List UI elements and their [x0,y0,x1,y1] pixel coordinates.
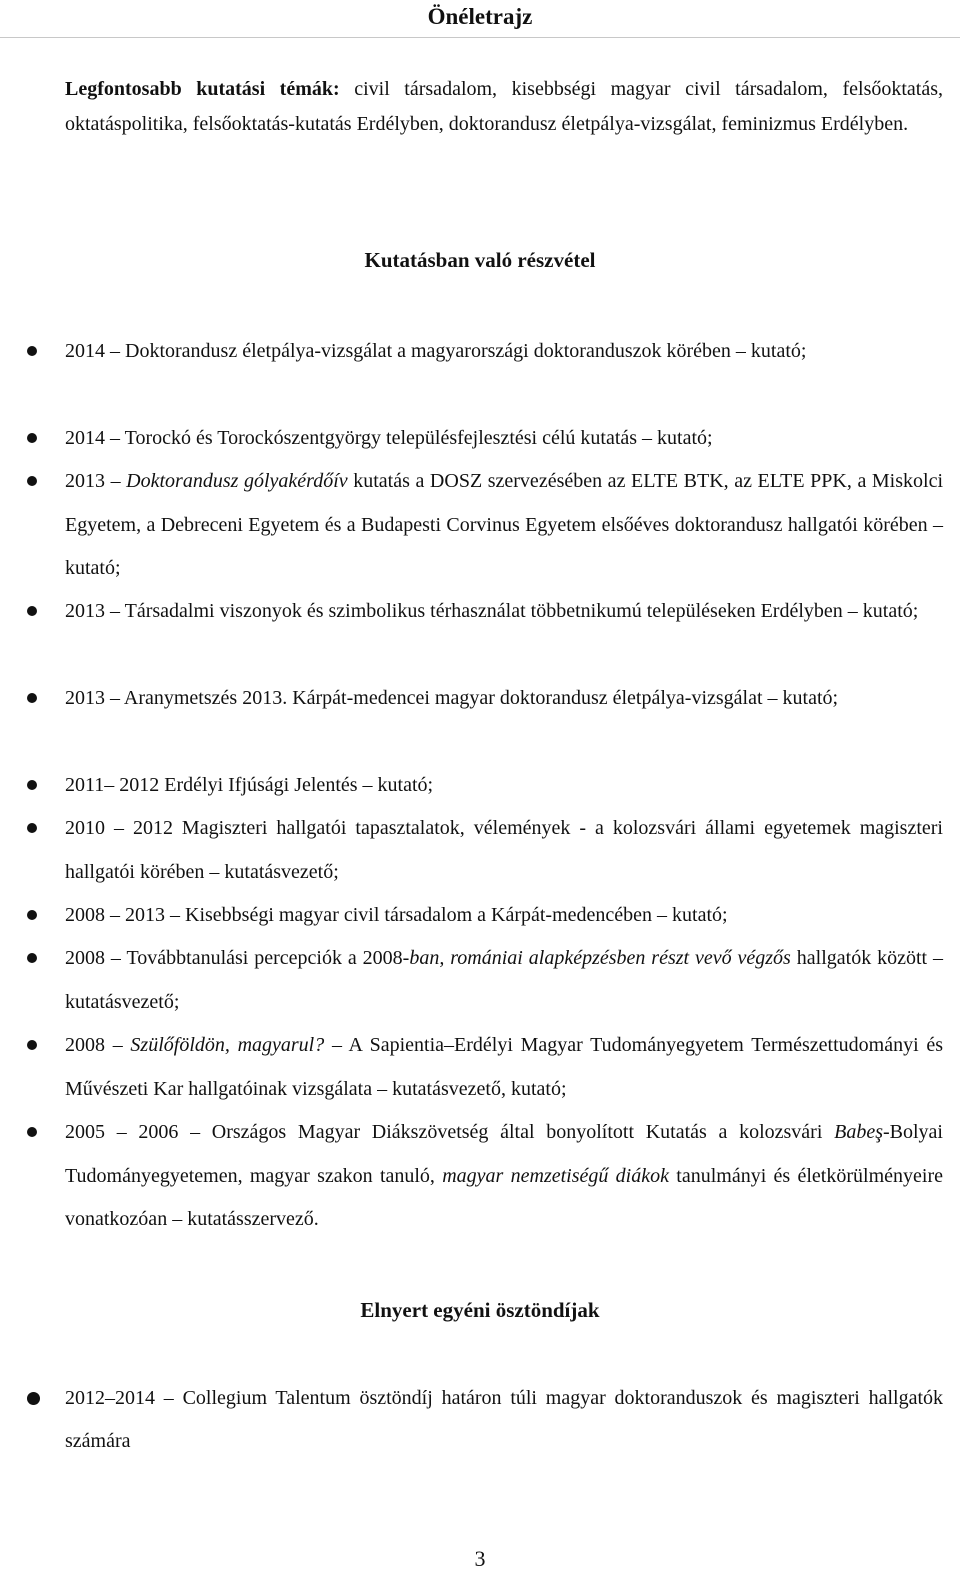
item-text: 2008 – [65,1034,131,1056]
research-item [65,590,943,634]
bullet-icon [27,433,37,443]
bullet-icon [27,346,37,356]
page-number: 3 [474,1546,486,1571]
item-text: 2014 – Doktorandusz életpálya-vizsgálat a magyarországi doktoranduszok körében – kutató; [65,340,807,362]
research-item [65,937,943,1024]
research-topics-text: civil társadalom, kisebbségi magyar civil társadalom, felsőoktatás, oktatáspolitika, felsőoktatás-kutatás Erdélyben, doktorandusz életpálya-vizsgálat, feminizmus Erdélyben. [65,78,944,135]
research-item [65,807,943,894]
item-text: 2010 – 2012 Magiszteri hallgatói tapasztalatok, vélemények - a kolozsvári állami egyetemek magiszteri hallgatói körében – kutatásvezető; [65,817,943,883]
research-participation-heading: Kutatásban való részvétel [364,248,596,272]
item-text: 2014 – Torockó és Torockószentgyörgy településfejlesztési célú kutatás – kutató; [65,427,713,449]
bullet-icon [27,953,37,963]
bullet-icon [27,1392,40,1405]
bullet-icon [27,1127,37,1137]
bullet-icon [27,476,37,486]
bullet-icon [27,780,37,790]
item-emphasis-text: Doktorandusz gólyakérdőív [126,470,348,492]
item-text: 2005 – 2006 – Országos Magyar Diákszövetség által bonyolított Kutatás a kolozsvári [65,1121,835,1143]
bullet-icon [27,823,37,833]
bullet-icon [27,606,37,616]
bullet-icon [27,1040,37,1050]
document-title: Önéletrajz [427,4,533,29]
item-emphasis-text: ban, romániai alapképzésben részt vevő végzős [409,947,791,969]
item-text: kutatás a DOSZ szervezésében az ELTE BTK, az ELTE PPK, a Miskolci Egyetem, a Debreceni Egyetem és a Budapesti Corvinus Egyetem elsőéves doktorandusz hallgatói körében – kutató; [65,470,944,579]
item-text: – A Sapientia–Erdélyi Magyar Tudományegyetem Természettudományi és Művészeti Kar hallgatóinak vizsgálata – kutatásvezető, kutató; [65,1034,943,1100]
item-text: 2008 – Továbbtanulási percepciók a 2008- [65,947,410,969]
item-emphasis-text: Babeş [834,1121,883,1143]
scholarships-heading: Elnyert egyéni ösztöndíjak [360,1298,600,1322]
item-text: 2013 – [65,470,127,492]
item-text: 2013 – Társadalmi viszonyok és szimbolikus térhasználat többetnikumú településeken Erdélyben – kutató; [65,600,919,622]
item-text: -Bolyai Tudományegyetemen, magyar szakon tanuló, [65,1121,943,1187]
research-topics-paragraph [65,72,943,142]
item-emphasis-text: magyar nemzetiségű diákok [442,1164,669,1187]
item-emphasis-text: Szülőföldön, magyarul? [130,1034,325,1056]
research-item [65,894,943,938]
bullet-icon [27,910,37,920]
item-text: tanulmányi és életkörülményeire vonatkozóan – kutatásszervező. [65,1164,943,1230]
research-item [65,460,943,591]
item-text: 2008 – 2013 – Kisebbségi magyar civil társadalom a Kárpát-medencében – kutató; [65,904,728,926]
research-item [65,764,943,808]
scholarship-item [65,1377,943,1463]
item-text: 2011– 2012 Erdélyi Ifjúsági Jelentés – kutató; [65,774,434,796]
title-divider [0,37,960,38]
item-text: hallgatók között – kutatásvezető; [65,947,943,1013]
research-item [65,677,943,721]
bullet-icon [27,693,37,703]
research-item [65,1024,943,1111]
research-topics-label: Legfontosabb kutatási témák: [65,78,340,100]
item-text: 2013 – Aranymetszés 2013. Kárpát-medencei magyar doktorandusz életpálya-vizsgálat – kutató; [65,687,839,709]
research-item [65,417,943,461]
research-item [65,330,943,374]
research-item [65,1111,943,1242]
item-text: 2012–2014 – Collegium Talentum ösztöndíj határon túli magyar doktoranduszok és magiszteri hallgatók számára [65,1387,943,1452]
